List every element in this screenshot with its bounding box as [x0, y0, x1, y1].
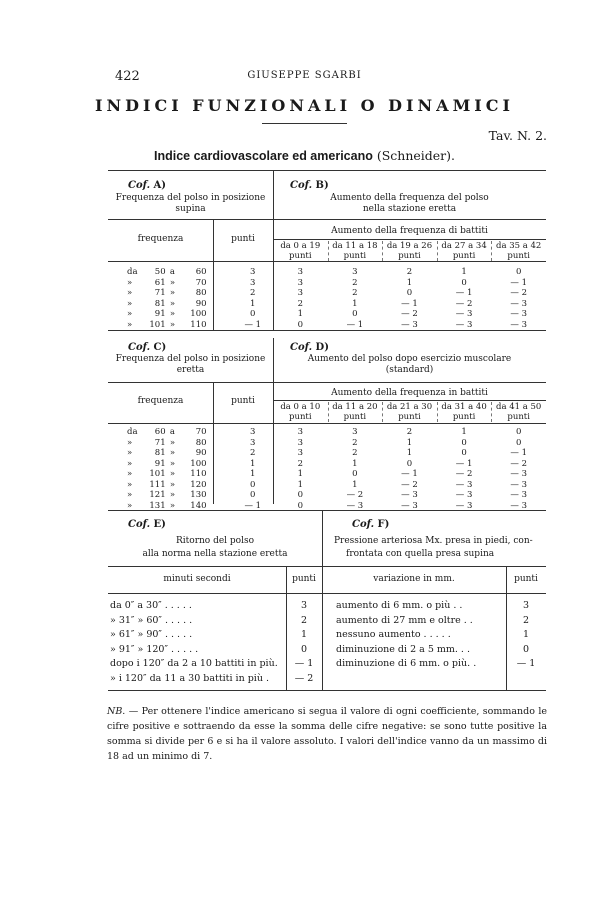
- column-range: da 35 a 42: [496, 241, 542, 251]
- row-punti: 1: [522, 629, 530, 640]
- table-cell: 0: [297, 319, 303, 330]
- table-cell: da: [127, 267, 138, 277]
- table-row: [273, 480, 546, 491]
- table-cell: »: [169, 469, 176, 479]
- table-cell: »: [127, 437, 133, 448]
- table-cell: »: [169, 319, 176, 330]
- column-range: da 21 a 30: [386, 402, 433, 412]
- table-row: [127, 490, 277, 501]
- table-cell: »: [169, 298, 176, 309]
- column-range: da 0 a 19: [280, 241, 321, 251]
- column-header: [382, 402, 437, 422]
- table-cell: — 3: [510, 469, 527, 479]
- row-punti: 2: [522, 614, 530, 626]
- footnote: [107, 704, 547, 764]
- table-row: [273, 448, 546, 459]
- column-divider: [491, 402, 492, 422]
- table-cell: 3: [297, 437, 303, 448]
- table-cell: 1: [352, 298, 358, 309]
- row-label: da 0″ a 30″ . . . . .: [110, 600, 192, 611]
- table-cell: 2: [352, 277, 358, 288]
- table-cell: 50: [154, 267, 166, 277]
- section-e-col-punti: punti: [292, 574, 316, 584]
- table-cell: 2: [352, 448, 358, 458]
- table-cell: — 3: [510, 479, 527, 490]
- table-row: [273, 427, 546, 438]
- column-header: [273, 402, 328, 422]
- section-f-label: Cof. F): [352, 519, 390, 530]
- table-cell: a: [169, 427, 175, 437]
- table-row: [273, 469, 546, 480]
- table-cell: »: [169, 288, 176, 298]
- table-cell: a: [169, 267, 175, 277]
- column-unit: punti: [398, 412, 421, 422]
- table-cell: 2: [297, 298, 303, 309]
- table-row: [127, 278, 277, 289]
- table-cell: 131: [149, 500, 166, 511]
- table-cell: 90: [195, 448, 207, 458]
- section-f-col-punti: punti: [514, 574, 538, 584]
- section-e-label: Cof. E): [128, 519, 166, 530]
- subtitle-bold: Indice cardiovascolare ed americano: [153, 149, 373, 163]
- table-cell: 1: [297, 479, 303, 490]
- table-cell: »: [169, 309, 176, 319]
- table-cell: 60: [195, 267, 207, 277]
- section-a-col-punti: punti: [231, 234, 255, 244]
- column-range: da 41 a 50: [496, 402, 542, 412]
- table-cell: »: [169, 479, 176, 490]
- section-c-table: [127, 427, 277, 511]
- table-cell: — 3: [455, 490, 473, 500]
- table-row: [127, 469, 277, 480]
- table-cell: 80: [195, 437, 207, 448]
- table-cell: 0: [352, 309, 358, 319]
- table-cell: — 2: [401, 309, 418, 319]
- table-cell: 0: [515, 437, 522, 448]
- section-b-table: [273, 267, 546, 330]
- column-header: [437, 241, 492, 261]
- column-divider: [382, 241, 383, 261]
- table-cell: — 3: [510, 490, 527, 500]
- table-cell: »: [127, 490, 133, 500]
- table-cell: — 2: [455, 469, 473, 479]
- table-cell: — 1: [346, 319, 364, 330]
- table-cell: — 3: [455, 319, 473, 330]
- table-cell: — 1: [401, 298, 418, 309]
- row-label: nessuno aumento . . . . .: [336, 629, 451, 640]
- row-label: diminuzione di 6 mm. o più. .: [336, 658, 477, 669]
- table-cell: »: [169, 437, 176, 448]
- column-header: [491, 402, 546, 422]
- row-label: diminuzione di 2 a 5 mm. . .: [336, 643, 470, 655]
- column-divider: [437, 402, 438, 422]
- table-cell: 3: [297, 267, 303, 277]
- column-header: [491, 241, 546, 261]
- rule-c-head-top: [108, 382, 546, 383]
- section-a-description: Frequenza del polso in posizione supina: [115, 193, 266, 214]
- table-cell: 0: [515, 427, 522, 437]
- column-unit: punti: [452, 412, 476, 422]
- table-row: [273, 459, 546, 470]
- table-cell: 110: [190, 469, 207, 479]
- table-cell: 111: [149, 479, 166, 490]
- column-range: da 19 a 26: [386, 241, 433, 251]
- table-cell: 71: [154, 288, 166, 298]
- table-cell: — 3: [455, 500, 473, 511]
- table-subtitle: [0, 148, 609, 163]
- rule-top: [108, 170, 546, 171]
- table-cell: 0: [297, 490, 303, 500]
- table-row: [273, 501, 546, 512]
- table-cell: 90: [195, 298, 207, 309]
- column-unit: punti: [343, 412, 367, 422]
- table-cell: — 3: [346, 500, 364, 511]
- row-punti: — 1: [294, 658, 314, 669]
- column-divider: [328, 402, 329, 422]
- table-cell: — 3: [510, 500, 527, 511]
- table-cell: 110: [190, 319, 207, 330]
- table-cell: 3: [250, 267, 256, 277]
- table-cell: — 3: [510, 298, 527, 309]
- title-rule: [262, 123, 347, 124]
- column-divider: [382, 402, 383, 422]
- table-cell: 2: [297, 458, 303, 469]
- column-header: [437, 402, 492, 422]
- table-cell: 3: [250, 277, 256, 288]
- table-row: [127, 320, 277, 331]
- table-cell: 1: [406, 448, 413, 458]
- table-cell: 0: [297, 500, 303, 511]
- table-cell: »: [169, 500, 176, 511]
- table-cell: 60: [154, 427, 166, 437]
- table-cell: 3: [250, 437, 256, 448]
- table-number: Tav. N. 2.: [488, 128, 547, 143]
- table-cell: 121: [149, 490, 166, 500]
- column-unit: punti: [398, 251, 421, 261]
- section-b-description: Aumento della frequenza del polso nella stazione eretta: [330, 193, 489, 214]
- rule-a-head-bottom: [108, 261, 546, 262]
- table-cell: 2: [250, 288, 256, 298]
- section-d-label: Cof. D): [290, 342, 329, 353]
- row-punti: 3: [522, 600, 530, 611]
- column-range: da 0 a 10: [280, 402, 321, 412]
- column-range: da 27 a 34: [441, 241, 487, 251]
- table-cell: — 2: [455, 298, 473, 309]
- table-cell: 100: [190, 458, 207, 469]
- subtitle-normal: (Schneider).: [376, 148, 455, 163]
- rule-ef-bottom: [108, 690, 546, 691]
- row-label: aumento di 27 mm e oltre . .: [336, 614, 473, 626]
- section-c-label: Cof. C): [128, 342, 167, 353]
- table-row: [127, 309, 277, 320]
- table-cell: 61: [154, 277, 166, 288]
- table-cell: — 2: [510, 458, 527, 469]
- table-cell: 1: [406, 437, 413, 448]
- table-cell: 3: [352, 427, 358, 437]
- table-cell: 0: [461, 448, 467, 458]
- table-cell: 1: [406, 277, 413, 288]
- table-cell: 3: [250, 427, 256, 437]
- row-label: » 31″ » 60″ . . . . .: [110, 614, 193, 626]
- table-cell: 91: [154, 458, 166, 469]
- table-cell: »: [127, 469, 133, 479]
- table-cell: 2: [406, 427, 413, 437]
- table-row: [127, 427, 277, 438]
- table-cell: »: [127, 479, 133, 490]
- table-cell: — 2: [510, 288, 527, 298]
- table-cell: 120: [190, 479, 207, 490]
- table-cell: 2: [352, 288, 358, 298]
- table-cell: — 1: [244, 319, 262, 330]
- page-title: INDICI FUNZIONALI O DINAMICI: [95, 96, 514, 115]
- table-cell: »: [127, 319, 133, 330]
- column-divider: [328, 241, 329, 261]
- table-cell: 2: [250, 448, 256, 458]
- table-row: [127, 448, 277, 459]
- table-row: [127, 459, 277, 470]
- column-unit: punti: [507, 412, 530, 422]
- section-d-table: [273, 427, 546, 511]
- section-a-label: Cof. A): [128, 180, 167, 191]
- table-cell: 0: [250, 490, 256, 500]
- rule-ab-bottom: [108, 330, 546, 331]
- table-cell: — 3: [401, 319, 418, 330]
- table-cell: »: [127, 448, 133, 458]
- column-range: da 11 a 18: [332, 241, 378, 251]
- table-row: [127, 267, 277, 278]
- footnote-text: — Per ottenere l'indice americano si segua il valore di ogni coefficiente, sommando le cifre positive e sottraendo da esse la somma delle cifre negative: se sono tutte positive la somma si divide per 6 e si ha il valore assoluto. I valori dell'indice vanno da un massimo di 18 ad un minimo di 7.: [107, 706, 547, 762]
- row-punti: — 1: [516, 658, 536, 669]
- table-cell: 81: [154, 298, 166, 309]
- column-header: [273, 241, 328, 261]
- table-cell: 140: [190, 500, 207, 511]
- section-b-group-header: Aumento della frequenza di battiti: [331, 226, 488, 236]
- table-cell: »: [169, 458, 176, 469]
- table-cell: — 1: [455, 458, 473, 469]
- footnote-label: NB.: [107, 706, 126, 717]
- table-row: [127, 438, 277, 449]
- table-cell: 130: [190, 490, 207, 500]
- table-cell: 1: [352, 479, 358, 490]
- table-cell: 2: [352, 437, 358, 448]
- rule-ef-head-top: [108, 566, 546, 567]
- table-cell: 3: [297, 277, 303, 288]
- table-cell: 1: [461, 427, 467, 437]
- table-cell: 0: [406, 288, 413, 298]
- table-cell: »: [127, 298, 133, 309]
- row-label: » 61″ » 90″ . . . . .: [110, 629, 193, 640]
- section-e-description: Ritorno del polso alla norma nella stazione eretta: [142, 536, 288, 559]
- section-d-col-headers: [273, 402, 546, 422]
- table-cell: 3: [297, 288, 303, 298]
- table-row: [127, 299, 277, 310]
- table-cell: — 3: [510, 319, 527, 330]
- rule-a-head-top: [108, 219, 546, 220]
- row-punti: — 2: [294, 672, 314, 684]
- running-head: GIUSEPPE SGARBI: [247, 70, 362, 81]
- table-cell: 2: [406, 267, 413, 277]
- column-range: da 31 a 40: [441, 402, 487, 412]
- table-cell: 3: [352, 267, 358, 277]
- row-punti: 2: [300, 614, 308, 626]
- table-cell: 0: [352, 469, 358, 479]
- section-c-col-punti: punti: [231, 396, 255, 406]
- table-cell: — 1: [510, 448, 527, 458]
- table-cell: 0: [461, 277, 467, 288]
- rule-c-head-bottom: [108, 423, 546, 424]
- table-cell: »: [127, 288, 133, 298]
- table-cell: 0: [406, 458, 413, 469]
- table-cell: — 2: [346, 490, 364, 500]
- table-row: [273, 309, 546, 320]
- table-cell: — 3: [455, 479, 473, 490]
- table-row: [273, 278, 546, 289]
- table-row: [273, 299, 546, 310]
- row-label: aumento di 6 mm. o più . .: [336, 600, 463, 611]
- table-cell: 81: [154, 448, 166, 458]
- table-cell: »: [127, 500, 133, 511]
- column-header: [328, 402, 383, 422]
- column-unit: punti: [452, 251, 476, 261]
- table-cell: 100: [190, 309, 207, 319]
- table-cell: — 3: [455, 309, 473, 319]
- rule-ef-head-bottom: [108, 593, 546, 594]
- table-cell: — 1: [244, 500, 262, 511]
- table-cell: 0: [515, 267, 522, 277]
- section-d-description: Aumento del polso dopo esercizio muscolare (standard): [307, 354, 512, 375]
- table-row: [273, 267, 546, 278]
- table-row: [127, 288, 277, 299]
- table-cell: 3: [297, 427, 303, 437]
- column-divider: [491, 241, 492, 261]
- table-row: [273, 438, 546, 449]
- column-unit: punti: [289, 251, 312, 261]
- rule-b-group: [273, 239, 546, 240]
- table-cell: — 3: [510, 309, 527, 319]
- table-cell: 91: [154, 309, 166, 319]
- table-cell: 101: [149, 469, 166, 479]
- column-header: [328, 241, 383, 261]
- table-cell: — 1: [401, 469, 418, 479]
- page-number: 422: [115, 69, 140, 84]
- table-cell: 0: [461, 437, 467, 448]
- column-unit: punti: [507, 251, 530, 261]
- section-a-col-freq: frequenza: [137, 234, 184, 244]
- rule-d-group: [273, 400, 546, 401]
- table-cell: 1: [461, 267, 467, 277]
- table-cell: »: [169, 490, 176, 500]
- table-row: [273, 490, 546, 501]
- row-punti: 1: [300, 629, 308, 640]
- table-row: [127, 480, 277, 491]
- table-cell: 80: [195, 288, 207, 298]
- table-cell: »: [127, 309, 133, 319]
- table-cell: »: [169, 277, 176, 288]
- divider-ef: [322, 510, 323, 690]
- table-cell: 3: [297, 448, 303, 458]
- column-divider: [437, 241, 438, 261]
- row-label: » 91″ » 120″ . . . . .: [110, 643, 199, 655]
- table-cell: 1: [297, 309, 303, 319]
- table-cell: 101: [149, 319, 166, 330]
- table-cell: 1: [250, 298, 256, 309]
- column-header: [382, 241, 437, 261]
- table-cell: 70: [195, 277, 207, 288]
- section-f-description: Pressione arteriosa Mx. presa in piedi, con- frontata con quella presa supina: [334, 536, 533, 559]
- table-cell: 0: [250, 309, 256, 319]
- section-a-table: [127, 267, 277, 330]
- table-cell: — 3: [401, 500, 418, 511]
- section-c-description: Frequenza del polso in posizione eretta: [115, 354, 266, 375]
- table-cell: »: [127, 277, 133, 288]
- column-unit: punti: [289, 412, 312, 422]
- row-punti: 3: [300, 600, 308, 611]
- section-b-label: Cof. B): [290, 180, 329, 191]
- section-d-group-header: Aumento della frequenza in battiti: [331, 388, 488, 398]
- row-label: » i 120″ da 11 a 30 battiti in più .: [110, 672, 270, 684]
- table-cell: 70: [195, 427, 207, 437]
- column-range: da 11 a 20: [332, 402, 378, 412]
- table-cell: — 1: [455, 288, 473, 298]
- section-f-col-var: variazione in mm.: [373, 574, 455, 584]
- column-unit: punti: [343, 251, 367, 261]
- table-row: [273, 320, 546, 331]
- section-b-col-headers: [273, 241, 546, 261]
- table-cell: 71: [154, 437, 166, 448]
- table-cell: »: [169, 448, 176, 458]
- row-punti: 0: [522, 643, 530, 655]
- table-row: [127, 501, 277, 512]
- table-cell: — 2: [401, 479, 418, 490]
- table-cell: — 1: [510, 277, 527, 288]
- table-cell: 1: [297, 469, 303, 479]
- table-cell: 0: [250, 479, 256, 490]
- section-c-col-freq: frequenza: [137, 396, 184, 406]
- row-punti: 0: [300, 643, 308, 655]
- table-cell: — 3: [401, 490, 418, 500]
- table-cell: 1: [250, 469, 256, 479]
- table-row: [273, 288, 546, 299]
- table-cell: da: [127, 427, 138, 437]
- row-label: dopo i 120″ da 2 a 10 battiti in più.: [110, 658, 278, 669]
- table-cell: 1: [352, 458, 358, 469]
- table-cell: 1: [250, 458, 256, 469]
- section-e-col-time: minuti secondi: [163, 574, 231, 584]
- table-cell: »: [127, 458, 133, 469]
